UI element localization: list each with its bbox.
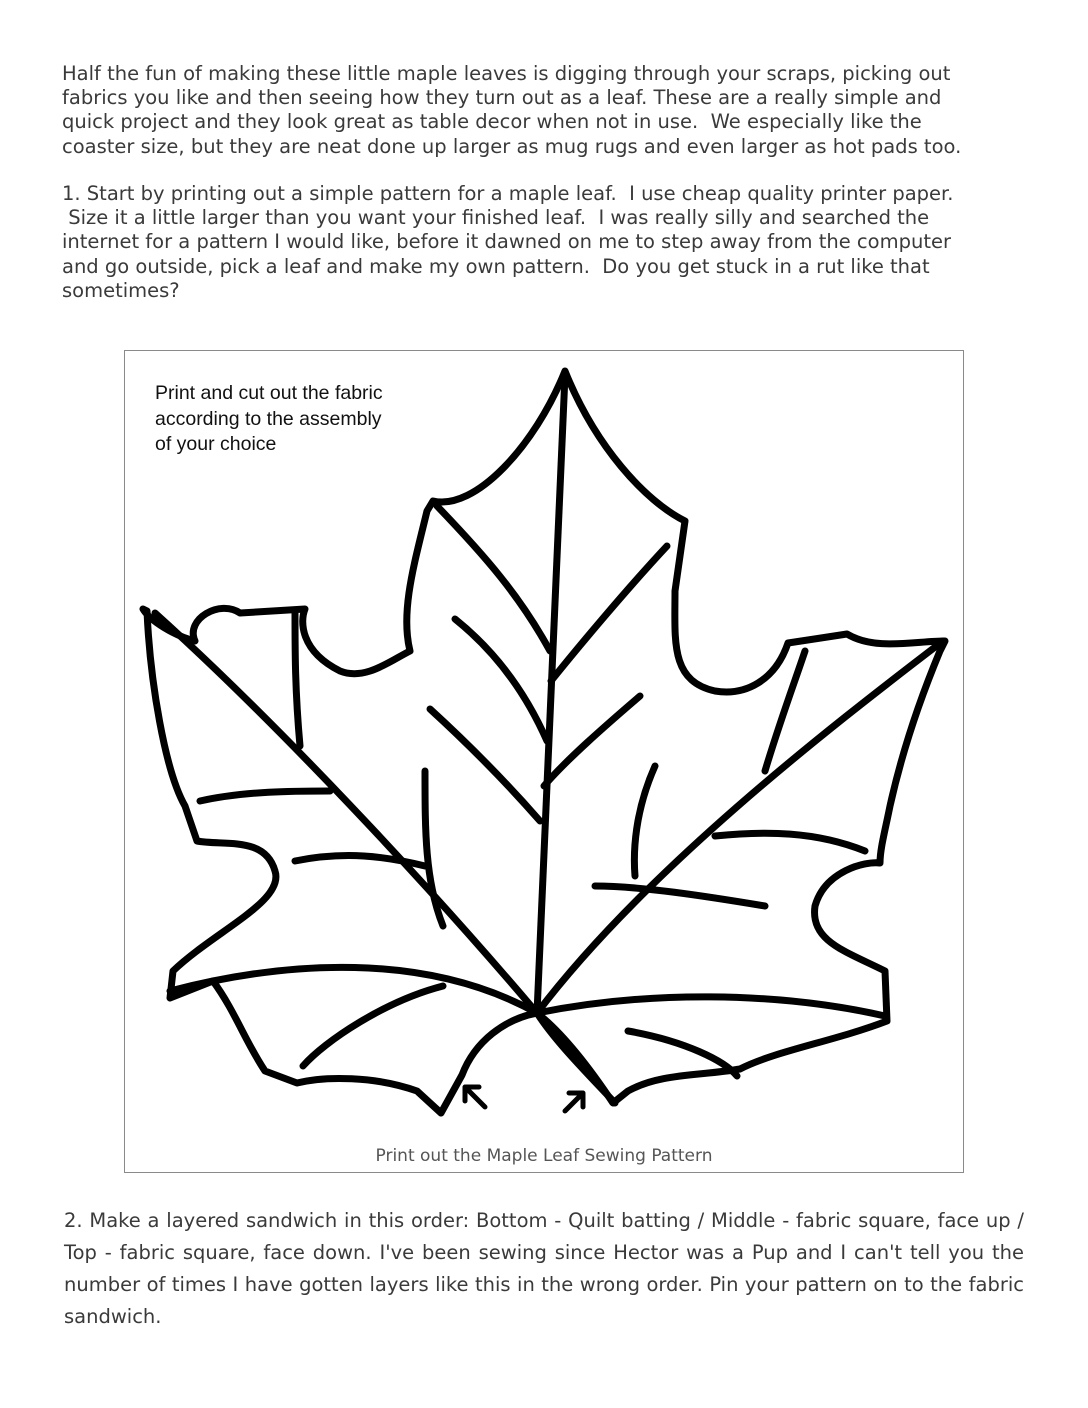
leaf-vein — [595, 886, 765, 906]
pattern-figure — [124, 350, 964, 1173]
leaf-vein — [303, 986, 443, 1066]
leaf-vein — [544, 696, 640, 786]
figure-note: Print and cut out the fabric according to the assembly of your choice — [155, 382, 383, 455]
right-arrow-icon — [565, 1093, 583, 1111]
leaf-vein — [430, 709, 540, 821]
leaf-midrib — [537, 375, 565, 1013]
leaf-vein — [200, 791, 330, 801]
step-2-paragraph: 2. Make a layered sandwich in this order: Bottom - Quilt batting / Middle - fabric square, face up / Top - fabric square, face down. I've been sewing since Hector was a Pup and I can't tell you the number of times I have gotten layers like this in the wrong order. Pin your pattern on to the fabric sandwich. — [64, 1209, 1024, 1328]
left-arrow-icon — [465, 1087, 485, 1107]
leaf-vein — [537, 997, 885, 1016]
leaf-vein — [455, 619, 547, 741]
leaf-vein — [715, 833, 865, 851]
leaf-vein — [634, 766, 655, 876]
leaf-vein — [537, 1013, 615, 1103]
leaf-vein — [437, 506, 550, 651]
leaf-vein — [295, 611, 300, 746]
maple-leaf-pattern-icon — [125, 351, 964, 1173]
leaf-vein — [551, 546, 667, 681]
figure-caption: Print out the Maple Leaf Sewing Pattern — [375, 1146, 713, 1166]
intro-paragraph: Half the fun of making these little maple leaves is digging through your scraps, picking out fabrics you like and then seeing how they turn out as a leaf. These are a really simple and quick project and they look great as table decor when not in use. We especially like the coaster size, but they are neat done up larger as mug rugs and even larger as hot pads too. — [62, 62, 962, 158]
leaf-vein — [295, 856, 425, 866]
step-1-paragraph: 1. Start by printing out a simple pattern for a maple leaf. I use cheap quality printer paper. Size it a little larger than you want your finished leaf. I was really silly and searched the internet for a pattern I would like, before it dawned on me to step away from the computer and go outside, pick a leaf and make my own pattern. Do you get stuck in a rut like that sometimes? — [62, 182, 954, 302]
